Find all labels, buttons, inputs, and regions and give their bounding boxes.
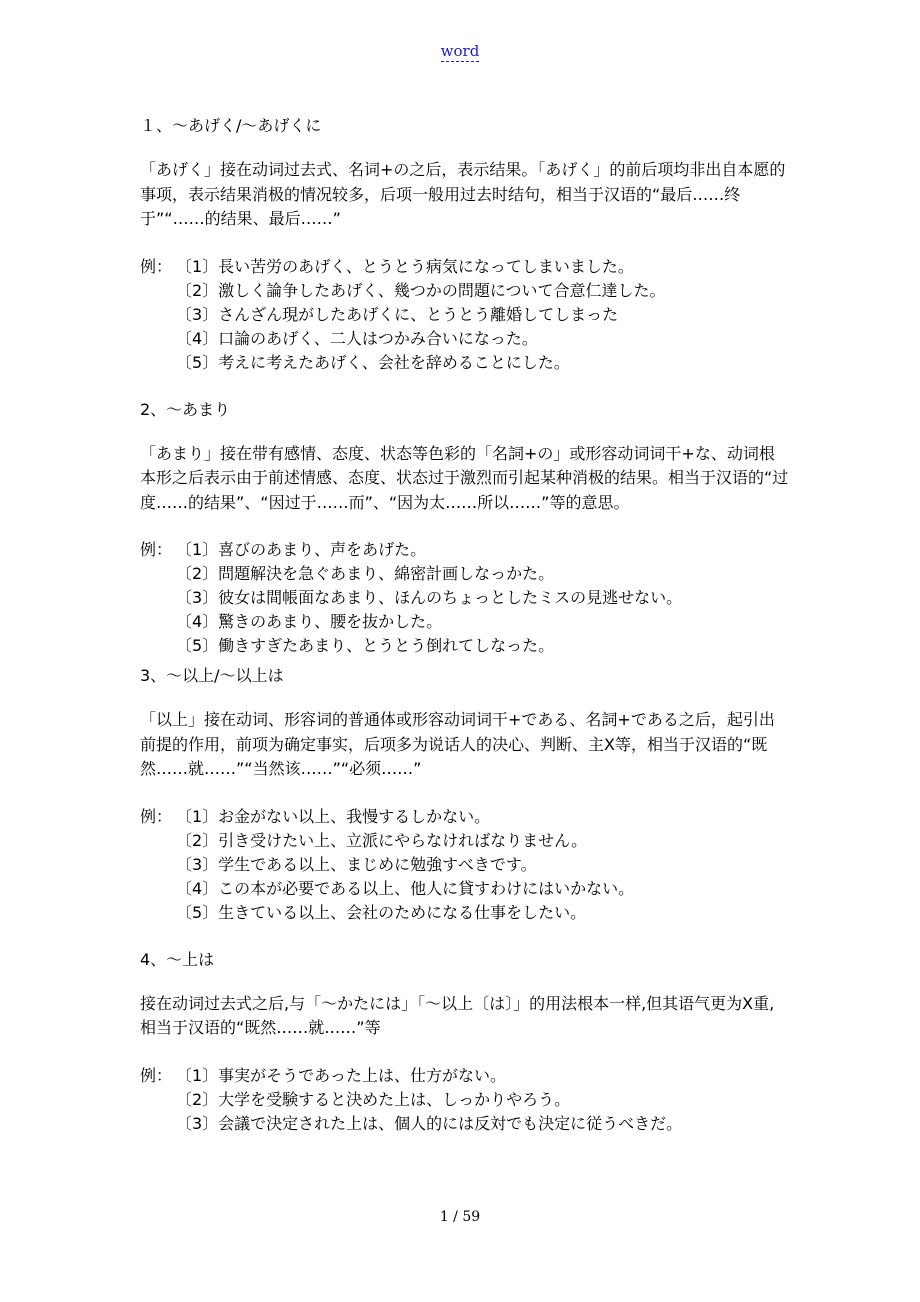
example-line: 〔2〕大学を受験すると決めた上は、しっかりやろう。: [176, 1089, 571, 1109]
section-3-examples: [140, 805, 790, 925]
section-1-description: 「あげく」接在动词过去式、名词+の之后，表示结果。「あげく」的前后项均非出自本愿的事项，表示结果消极的情况较多，后项一般用过去时结句，相当于汉语的“最后……终于”“……的结果、最后……”: [140, 160, 786, 228]
section-2-description: 「あまり」接在带有感情、态度、状态等色彩的「名詞+の」或形容动词词干+な、动词根本形之后表示由于前述情感、态度、状态过于激烈而引起某种消极的结果。相当于汉语的“过度……的结果”、“因过于……而”、“因为太……所以……”等的意思。: [140, 443, 789, 512]
section-4-description: 接在动词过去式之后,与「～かたには」「～以上〔は〕」的用法根本一样,但其语气更为X重,相当于汉语的“既然……就……”等: [140, 993, 775, 1037]
section-2-examples: [140, 538, 790, 658]
section-2-title: 2、～あまり: [140, 399, 231, 419]
example-line: 〔3〕さんざん現がしたあげくに、とうとう離婚してしまった: [176, 304, 619, 324]
example-line: 例： 〔1〕喜びのあまり、声をあげた。: [140, 538, 790, 562]
section-3-title: 3、～以上/～以上は: [140, 666, 284, 685]
example-prefix: 例：: [140, 540, 173, 559]
example-line: 〔4〕口論のあげく、二人はつかみ合いになった。: [176, 328, 538, 348]
example-line: 〔5〕働きすぎたあまり、とうとう倒れてしなった。: [176, 636, 555, 655]
example-prefix: 例：: [140, 806, 173, 826]
document-body: [140, 114, 790, 1159]
example-line: 〔5〕考えに考えたあげく、会社を辞めることにした。: [176, 352, 570, 372]
example-line: 〔3〕会議で決定された上は、個人的には反対でも決定に従うべきだ。: [176, 1113, 683, 1133]
example-prefix: 例：: [140, 1065, 173, 1085]
example-line: 〔3〕彼女は間帳面なあまり、ほんのちょっとしたミスの見逃せない。: [176, 588, 683, 607]
example-line: 〔4〕驚きのあまり、腰を抜かした。: [176, 612, 443, 631]
section-1-examples: [140, 255, 790, 375]
example-line: 〔2〕問題解決を急ぐあまり、綿密計画しなっかた。: [176, 564, 555, 583]
example-line: 例： 〔1〕事実がそうであった上は、仕方がない。: [140, 1064, 790, 1088]
page-number: 1 / 59: [439, 1209, 481, 1225]
example-line: 〔4〕この本が必要である以上、他人に貸すわけにはいかない。: [176, 878, 635, 898]
section-4-examples: [140, 1064, 790, 1136]
example-line: 〔2〕引き受けたい上、立派にやらなければなりません。: [176, 830, 588, 850]
example-line: 〔5〕生きている以上、会社のためになる仕事をしたい。: [176, 902, 587, 922]
example-line: 〔2〕激しく論争したあげく、幾つかの問題について合意仁達した。: [176, 280, 666, 300]
example-line: 例： 〔1〕長い苦労のあげく、とうとう病気になってしまいました。: [140, 255, 790, 279]
section-4-title: 4、～上は: [140, 949, 215, 969]
example-line: 例： 〔1〕お金がない以上、我慢するしかない。: [140, 805, 790, 829]
section-1-title: １、～あげく/～あげくに: [140, 116, 322, 135]
example-line: 〔3〕学生である以上、まじめに勉強すべきです。: [176, 854, 537, 874]
section-3-description: 「以上」接在动词、形容词的普通体或形容动词词干+である、名詞+である之后，起引出前提的作用，前项为确定事实，后项多为说话人的决心、判断、主X等，相当于汉语的“既然……就……”“当然该……”“必须……”: [140, 710, 775, 778]
header-word-link[interactable]: word: [440, 42, 480, 60]
example-prefix: 例：: [140, 256, 173, 276]
